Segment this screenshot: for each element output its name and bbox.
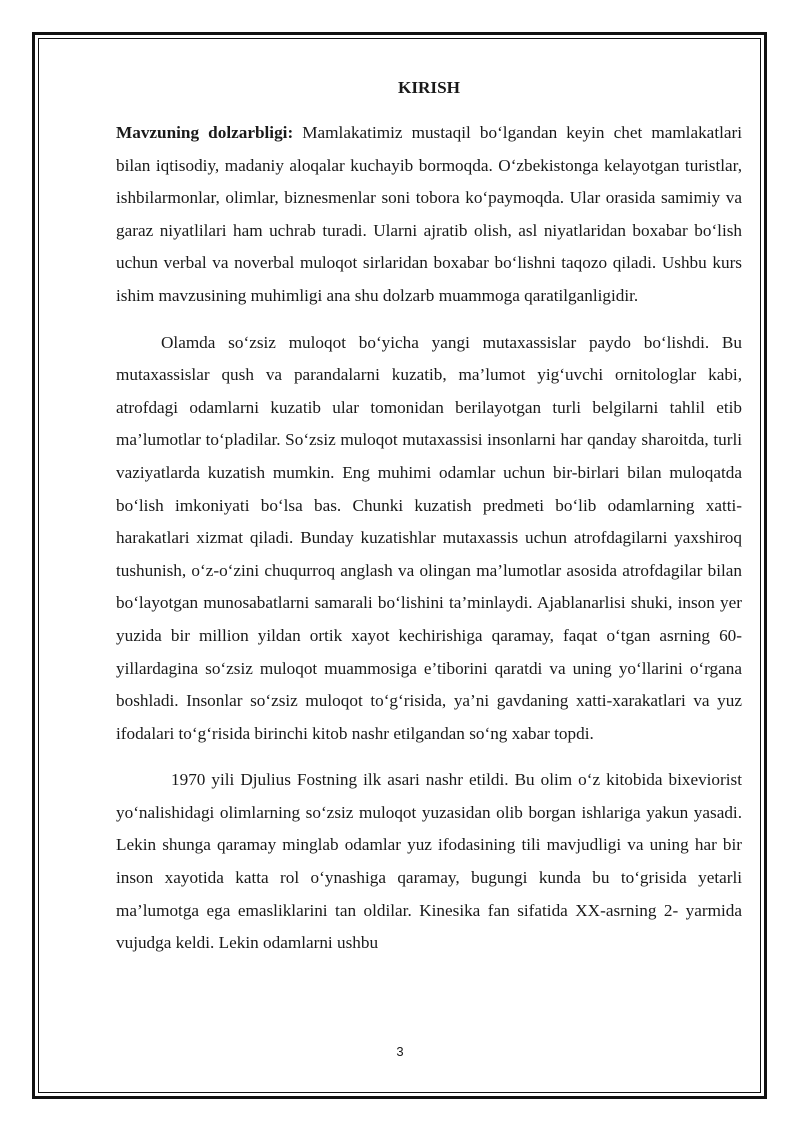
- document-body: [116, 74, 742, 960]
- paragraph-fost-history: 1970 yili Djulius Fostning ilk asari nashr etildi. Bu olim o‘z kitobida bixeviorist yo‘nalishidagi olimlarning so‘zsiz muloqot yuzasidan olib borgan ishlariga yakun yasadi. Lekin shunga qaramay minglab odamlar yuz ifodasining tili mavjudligi va uning har bir inson xayotida katta rol o‘ynashiga qaramay, bugungi kunda bu to‘grisida yetarli ma’lumotga ega emasliklarini tan oldilar. Kinesika fan sifatida XX-asrning 2- yarmida vujudga keldi. Lekin odamlarni ushbu: [116, 770, 742, 953]
- page-heading: KIRISH: [397, 78, 461, 97]
- paragraph-relevance: [116, 117, 742, 313]
- paragraph-relevance-text: Mamlakatimiz mustaqil bo‘lgandan keyin chet mamlakatlari bilan iqtisodiy, madaniy aloqalar kuchayib bormoqda. O‘zbekistonga kelayotgan turistlar, ishbilarmonlar, olimlar, biznesmenlar soni tobora ko‘paymoqda. Ular orasida samimiy va garaz niyatlilari ham uchrab turadi. Ularni ajratib olish, asl niyatlaridan boxabar bo‘lish uchun verbal va noverbal muloqot sirlaridan boxabar bo‘lishni taqozo qiladi. Ushbu kurs ishim mavzusining muhimligi ana shu dolzarb muammoga qaratilganligidir.: [116, 123, 742, 305]
- paragraph-lead: Mavzuning dolzarbligi:: [116, 123, 294, 142]
- page-number: 3: [396, 1044, 404, 1059]
- paragraph-nonverbal-specialists: Olamda so‘zsiz muloqot bo‘yicha yangi mutaxassislar paydo bo‘lishdi. Bu mutaxassislar qush va parandalarni kuzatib, ma’lumot yig‘uvchi ornitologlar kabi, atrofdagi odamlarni kuzatib ular tomonidan berilayotgan turli belgilarni tahlil etib ma’lumotlar to‘pladilar. So‘zsiz muloqot mutaxassisi insonlarni har qanday sharoitda, turli vaziyatlarda kuzatish mumkin. Eng muhimi odamlar uchun bir-birlari bilan muloqatda bo‘lish imkoniyati bo‘lsa bas. Chunki kuzatish predmeti bo‘lib odamlarning xatti-harakatlari xizmat qiladi. Bunday kuzatishlar mutaxassis uchun atrofdagilarni yaxshiroq tushunish, o‘z-o‘zini chuqurroq anglash va olingan ma’lumotlar asosida atrofdagilar bilan bo‘layotgan munosabatlarni samarali bo‘lishini ta’minlaydi. Ajablanarlisi shuki, inson yer yuzida bir million yildan ortik xayot kechirishiga qaramay, faqat o‘tgan asrning 60-yillardagina so‘zsiz muloqot muammosiga e’tiborini qaratdi va uning yo‘llarini o‘rgana boshladi. Insonlar so‘zsiz muloqot to‘g‘risida, ya’ni gavdaning xatti-xarakatlari va yuz ifodalari to‘g‘risida birinchi kitob nashr etilgandan so‘ng xabar topdi.: [116, 332, 742, 743]
